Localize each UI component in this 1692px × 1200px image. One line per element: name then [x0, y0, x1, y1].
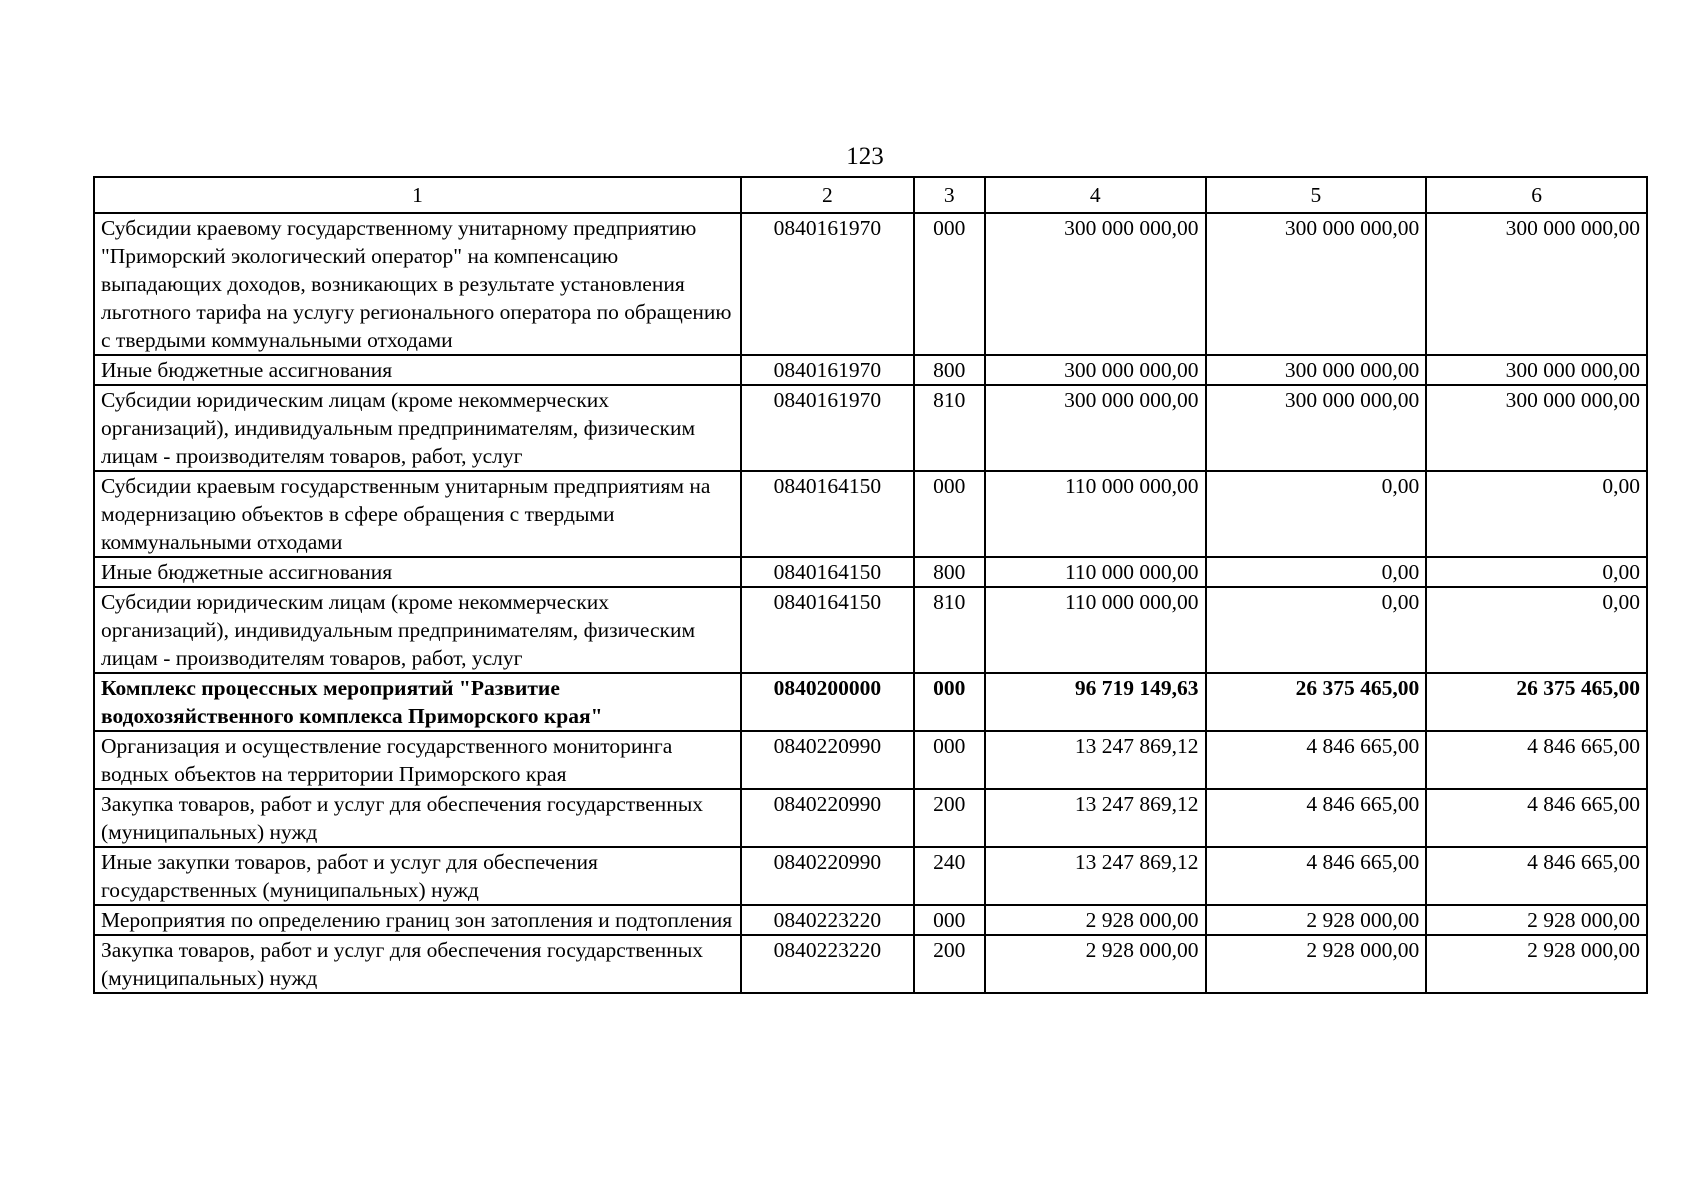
row-code: 0840223220	[741, 905, 914, 935]
row-code: 0840164150	[741, 587, 914, 673]
row-amount-5: 0,00	[1206, 587, 1427, 673]
table-row-bold	[94, 673, 1647, 731]
column-header: 6	[1426, 177, 1647, 213]
row-type: 800	[914, 355, 985, 385]
row-amount-5: 300 000 000,00	[1206, 213, 1427, 355]
row-amount-5: 0,00	[1206, 557, 1427, 587]
row-type: 000	[914, 471, 985, 557]
row-type: 240	[914, 847, 985, 905]
row-type: 000	[914, 673, 985, 731]
row-amount-5: 26 375 465,00	[1206, 673, 1427, 731]
table-row	[94, 789, 1647, 847]
row-code: 0840164150	[741, 557, 914, 587]
row-type: 200	[914, 935, 985, 993]
table-row	[94, 471, 1647, 557]
row-code: 0840223220	[741, 935, 914, 993]
row-amount-4: 2 928 000,00	[985, 935, 1206, 993]
column-header: 3	[914, 177, 985, 213]
row-amount-4: 110 000 000,00	[985, 471, 1206, 557]
row-amount-5: 4 846 665,00	[1206, 731, 1427, 789]
table-row	[94, 213, 1647, 355]
table-row	[94, 355, 1647, 385]
column-header: 4	[985, 177, 1206, 213]
column-header: 2	[741, 177, 914, 213]
row-name: Субсидии юридическим лицам (кроме некоммерческих организаций), индивидуальным предпринимателям, физическим лицам - производителям товаров, работ, услуг	[94, 587, 741, 673]
row-amount-4: 13 247 869,12	[985, 731, 1206, 789]
row-amount-4: 13 247 869,12	[985, 847, 1206, 905]
row-amount-6: 0,00	[1426, 471, 1647, 557]
row-name: Комплекс процессных мероприятий "Развитие водохозяйственного комплекса Приморского края"	[94, 673, 741, 731]
table-row	[94, 385, 1647, 471]
table-row	[94, 731, 1647, 789]
row-amount-6: 0,00	[1426, 557, 1647, 587]
row-amount-6: 4 846 665,00	[1426, 789, 1647, 847]
row-name: Иные бюджетные ассигнования	[94, 557, 741, 587]
row-type: 000	[914, 213, 985, 355]
row-name: Субсидии краевому государственному унитарному предприятию "Приморский экологический оператор" на компенсацию выпадающих доходов, возникающих в результате установления льготного тарифа на услугу регионального оператора по обращению с твердыми коммунальными отходами	[94, 213, 741, 355]
row-name: Организация и осуществление государственного мониторинга водных объектов на территории Приморского края	[94, 731, 741, 789]
row-code: 0840220990	[741, 847, 914, 905]
row-amount-5: 4 846 665,00	[1206, 789, 1427, 847]
row-name: Субсидии краевым государственным унитарным предприятиям на модернизацию объектов в сфере обращения с твердыми коммунальными отходами	[94, 471, 741, 557]
table-row	[94, 935, 1647, 993]
row-amount-5: 300 000 000,00	[1206, 385, 1427, 471]
row-code: 0840161970	[741, 355, 914, 385]
row-amount-6: 2 928 000,00	[1426, 935, 1647, 993]
row-code: 0840164150	[741, 471, 914, 557]
row-amount-4: 13 247 869,12	[985, 789, 1206, 847]
row-amount-6: 4 846 665,00	[1426, 731, 1647, 789]
row-name: Мероприятия по определению границ зон затопления и подтопления	[94, 905, 741, 935]
page-number: 123	[846, 143, 884, 170]
column-header: 1	[94, 177, 741, 213]
row-code: 0840200000	[741, 673, 914, 731]
row-type: 200	[914, 789, 985, 847]
row-amount-4: 300 000 000,00	[985, 213, 1206, 355]
row-amount-6: 300 000 000,00	[1426, 213, 1647, 355]
row-amount-4: 2 928 000,00	[985, 905, 1206, 935]
table-row	[94, 557, 1647, 587]
table-row	[94, 905, 1647, 935]
row-name: Субсидии юридическим лицам (кроме некоммерческих организаций), индивидуальным предпринимателям, физическим лицам - производителям товаров, работ, услуг	[94, 385, 741, 471]
row-name: Закупка товаров, работ и услуг для обеспечения государственных (муниципальных) нужд	[94, 789, 741, 847]
row-amount-5: 2 928 000,00	[1206, 905, 1427, 935]
row-code: 0840220990	[741, 789, 914, 847]
row-name: Закупка товаров, работ и услуг для обеспечения государственных (муниципальных) нужд	[94, 935, 741, 993]
row-amount-4: 300 000 000,00	[985, 355, 1206, 385]
row-name: Иные бюджетные ассигнования	[94, 355, 741, 385]
row-amount-6: 300 000 000,00	[1426, 385, 1647, 471]
row-amount-6: 0,00	[1426, 587, 1647, 673]
row-amount-4: 110 000 000,00	[985, 587, 1206, 673]
budget-table	[93, 176, 1648, 994]
row-code: 0840220990	[741, 731, 914, 789]
row-amount-6: 4 846 665,00	[1426, 847, 1647, 905]
row-amount-6: 300 000 000,00	[1426, 355, 1647, 385]
row-amount-4: 96 719 149,63	[985, 673, 1206, 731]
row-code: 0840161970	[741, 213, 914, 355]
row-amount-5: 0,00	[1206, 471, 1427, 557]
row-type: 810	[914, 587, 985, 673]
row-amount-6: 26 375 465,00	[1426, 673, 1647, 731]
table-row	[94, 847, 1647, 905]
row-type: 000	[914, 905, 985, 935]
row-amount-4: 110 000 000,00	[985, 557, 1206, 587]
header-row	[94, 177, 1647, 213]
row-amount-5: 2 928 000,00	[1206, 935, 1427, 993]
row-name: Иные закупки товаров, работ и услуг для обеспечения государственных (муниципальных) нужд	[94, 847, 741, 905]
row-amount-6: 2 928 000,00	[1426, 905, 1647, 935]
row-type: 800	[914, 557, 985, 587]
row-amount-5: 4 846 665,00	[1206, 847, 1427, 905]
table-row	[94, 587, 1647, 673]
row-type: 000	[914, 731, 985, 789]
row-type: 810	[914, 385, 985, 471]
row-code: 0840161970	[741, 385, 914, 471]
row-amount-5: 300 000 000,00	[1206, 355, 1427, 385]
column-header: 5	[1206, 177, 1427, 213]
row-amount-4: 300 000 000,00	[985, 385, 1206, 471]
